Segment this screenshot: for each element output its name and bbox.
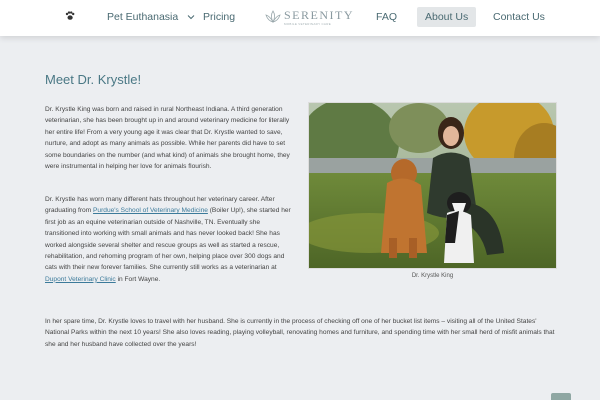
lotus-logo-icon xyxy=(264,8,282,26)
nav-about-us[interactable]: About Us xyxy=(417,7,476,27)
nav-contact-us[interactable]: Contact Us xyxy=(493,11,545,23)
logo-subtext: MOBILE VETERINARY CARE xyxy=(284,22,332,26)
dupont-clinic-link[interactable]: Dupont Veterinary Clinic xyxy=(45,275,116,283)
purdue-link[interactable]: Purdue's School of Veterinary Medicine xyxy=(93,207,208,215)
bio-paragraph-2-text-c: in Fort Wayne. xyxy=(115,275,161,283)
nav-faq[interactable]: FAQ xyxy=(376,11,398,23)
bio-paragraph-2 xyxy=(45,194,295,285)
nav-pet-euthanasia-label: Pet Euthanasia xyxy=(107,11,179,23)
photo-caption: Dr. Krystle King xyxy=(411,273,454,279)
bio-paragraph-3: In her spare time, Dr. Krystle loves to travel with her husband. She is currently in the process of checking off one of her bucket list items – visiting all of the United States' National Parks within the next 10 years! She also loves reading, playing volleyball, renovating homes and furniture, and spending time with her small herd of misfit animals that she and her husband have collected over the years! xyxy=(45,318,555,348)
logo-text: SERENITY xyxy=(284,8,354,22)
bio-paragraph-2-text-b: (Boiler Up!), she started her first job as an equine veterinarian outside of Nashville, TN. Eventually she transitioned into working with small animals and has never looked back! She has worked alongside several shelter and rescue groups as well as started a rescue, rehabilitation, and rehoming program of her own, helping place over 300 dogs and cats with their new forever families. She currently still works as a veterinarian at xyxy=(45,207,291,272)
dr-krystle-photo xyxy=(308,102,557,269)
bio-paragraph-1: Dr. Krystle King was born and raised in rural Northeast Indiana. A third generation veterinarian, she has been brought up in and around veterinary medicine for literally her entire life! From a very young age it was clear that Dr. Krystle wanted to save, nurture, and adopt as many animals as possible. While her parents did have to set some boundaries on the number (and what kind) of animals she brought home, they were instrumental in helping her love for animals flourish. xyxy=(45,106,290,171)
top-navbar xyxy=(0,0,600,36)
nav-pet-euthanasia[interactable] xyxy=(107,9,195,29)
chevron-down-icon xyxy=(187,13,195,21)
nav-pricing[interactable]: Pricing xyxy=(203,11,236,23)
serenity-logo[interactable] xyxy=(264,7,354,29)
scroll-to-top-button[interactable] xyxy=(551,393,571,400)
bio-paragraph-2-text-a: Dr. Krystle has worn many different hats throughout her veterinary career. After graduating from xyxy=(45,196,275,215)
photo-illustration xyxy=(309,103,557,269)
paw-icon[interactable] xyxy=(65,11,75,21)
page-title: Meet Dr. Krystle! xyxy=(45,72,142,87)
